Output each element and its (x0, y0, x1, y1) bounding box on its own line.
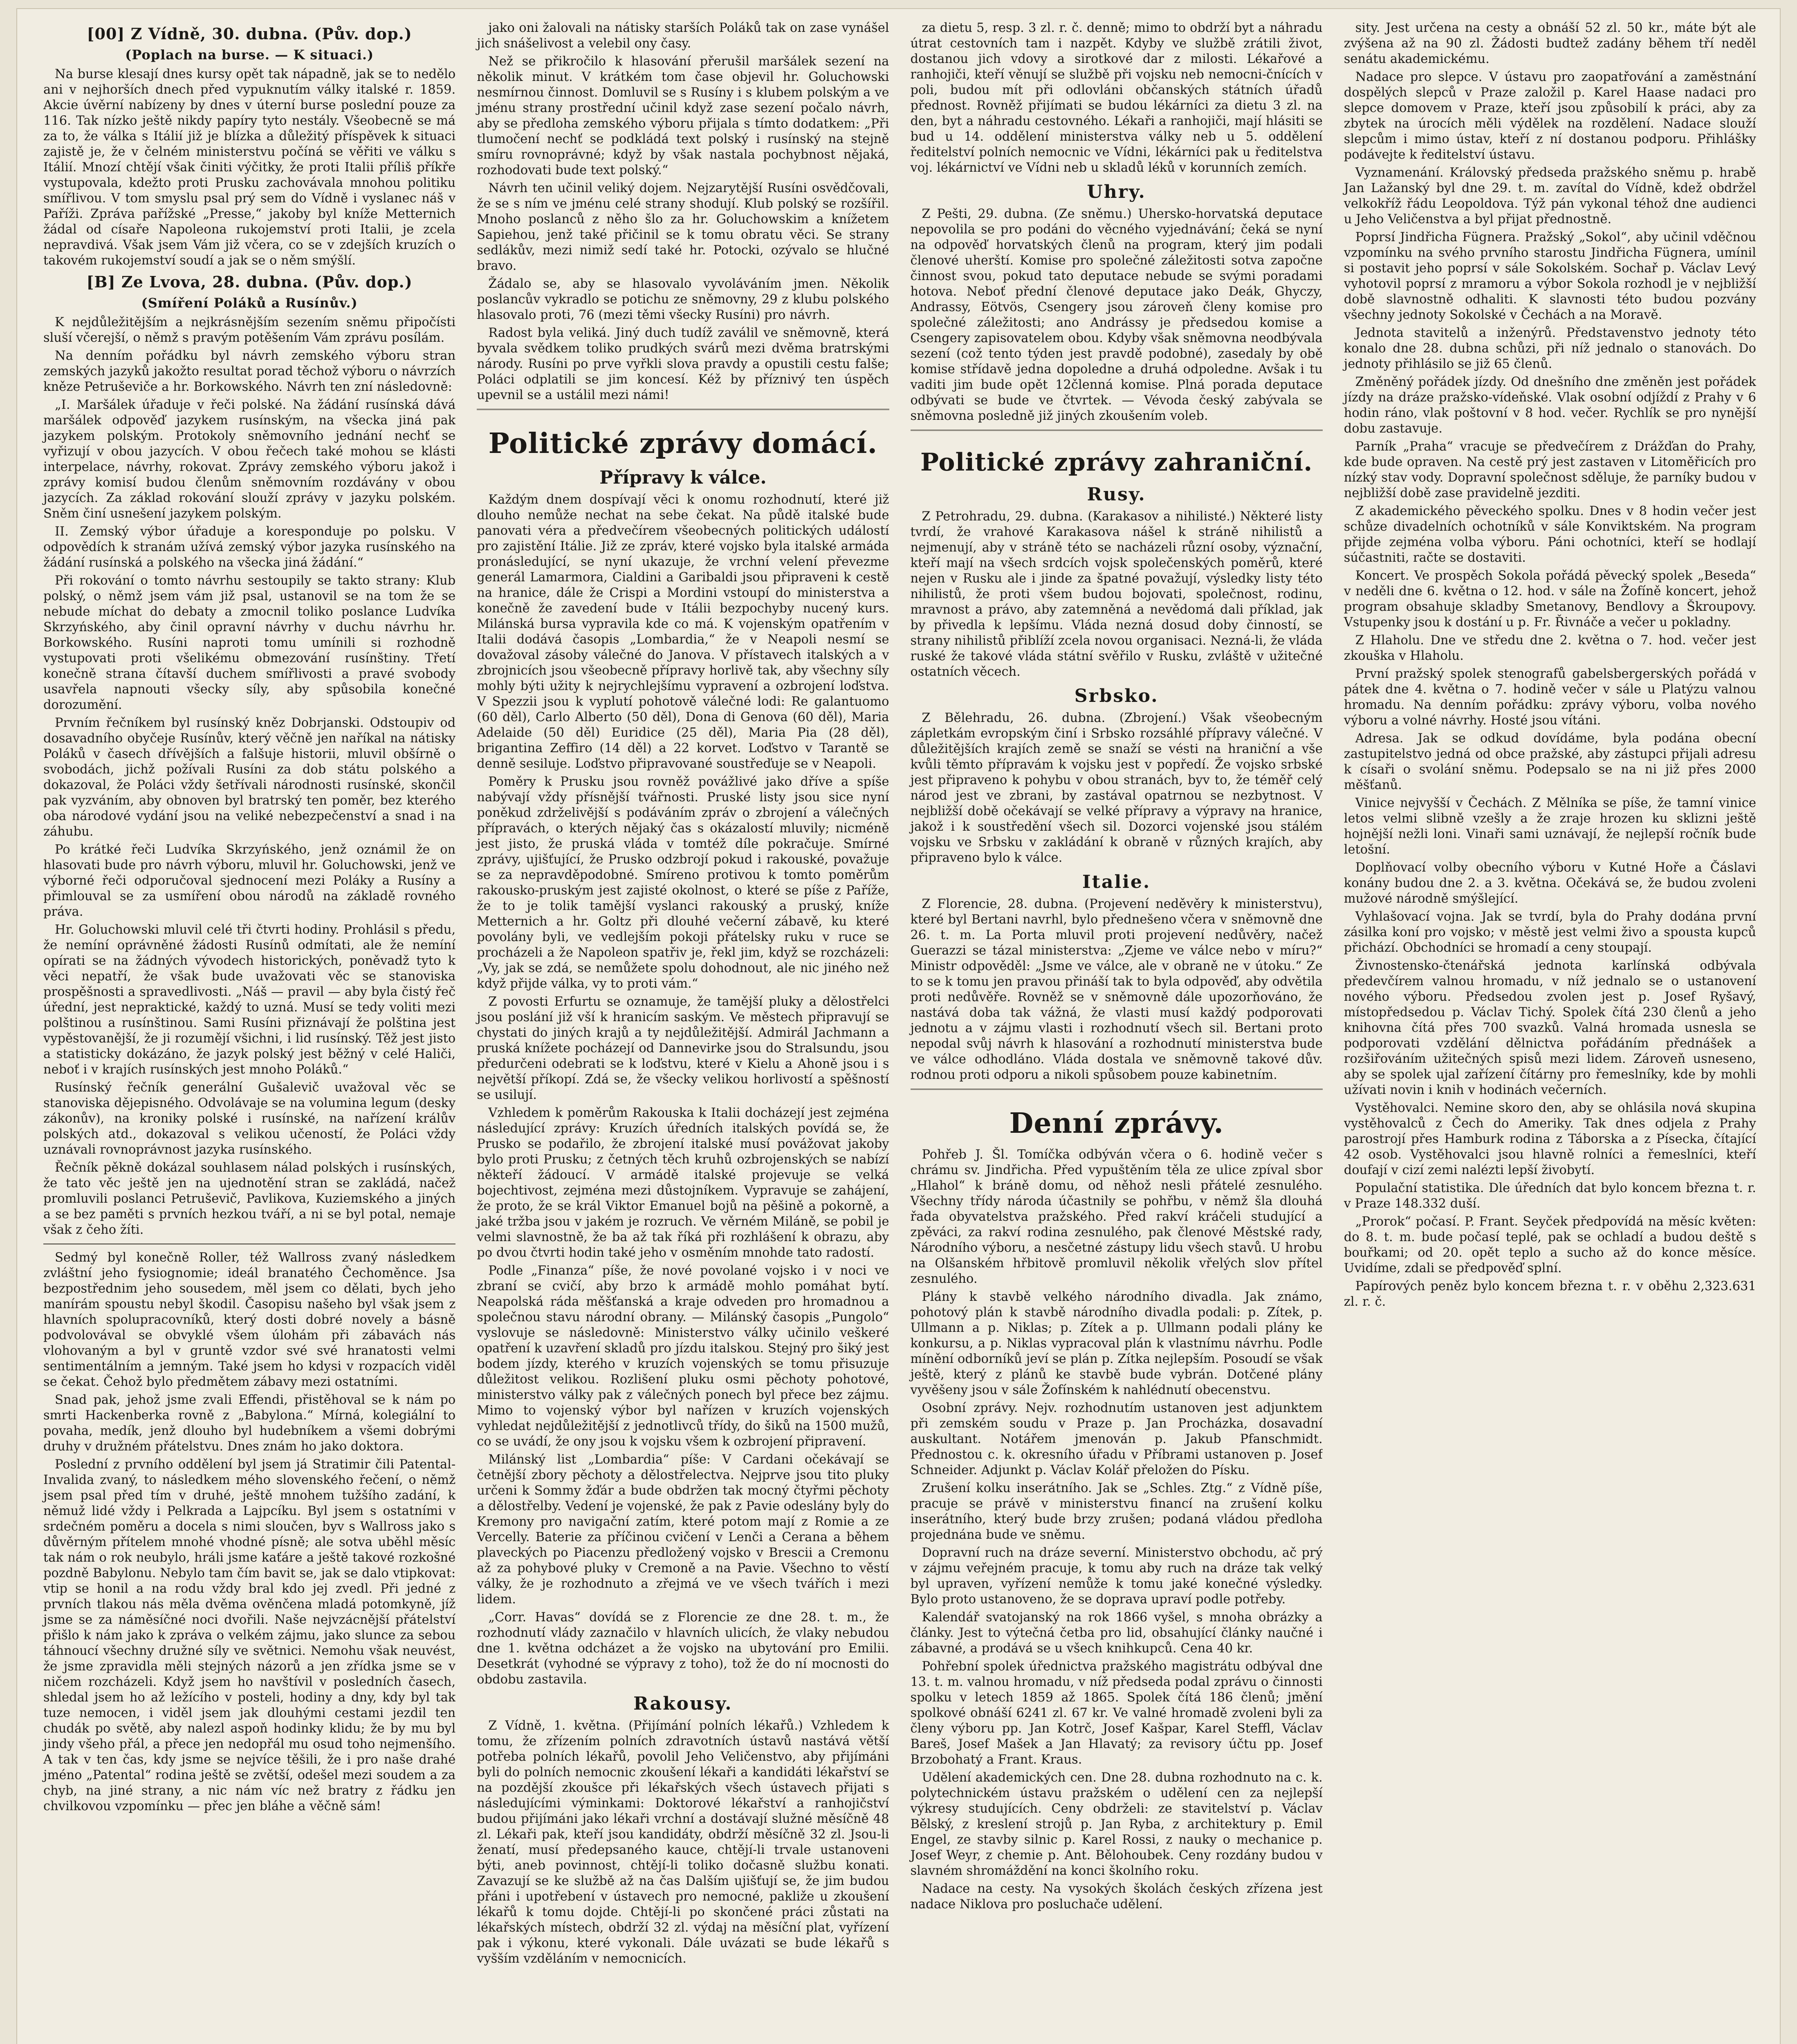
section-title-domestic: Politické zprávy domácí. (488, 427, 878, 460)
country-heading: Uhry. (1087, 182, 1146, 202)
news-item: „Prorok“ počasí. P. Frant. Seyček předpovídá na měsíc květen: do 8. t. m. bude počasí teplé, pak se ochladí a budou deště s bouřkami; od 20. opět teplo a sucho až do konce měsíce. Uvidíme, zdali se předpověď splní. (1344, 1215, 1756, 1275)
section-divider (477, 409, 889, 412)
news-item: Nadace pro slepce. V ústavu pro zaopatřování a zaměstnání dospělých slepců v Praze založil p. Karel Haase nadaci pro slepce domovem v Praze, kteří jsou způsobilí k práci, aby za zbytek na úrocích měli výdělek na rozdělení. Nadace slouží slepcům i mimo ústav, kteří z ní dostanou podporu. Přihlášky podávejte k ředitelství ústavu. (1344, 70, 1756, 162)
column-2 (474, 20, 889, 2044)
country-heading: Italie. (1082, 872, 1151, 892)
news-item: Kalendář svatojanský na rok 1866 vyšel, s mnoha obrázky a články. Jest to výtečná četba pro lid, obsahující články naučné i zábavné, a prodává se u všech knihkupců. Cena 40 kr. (910, 1610, 1323, 1656)
news-item: Vyznamenání. Královský předseda pražského sněmu p. hrabě Jan Lažanský byl dne 29. t. m. zavítal do Vídně, kdež obdržel velkokříž řádu Leopoldova. Týž pán vykonal téhož dne audienci u Jeho Veličenstva a byl přijat přednostně. (1344, 166, 1756, 226)
section-divider (911, 1089, 1323, 1092)
feuilleton-paragraph: Sedmý byl konečně Roller, též Wallross zvaný následkem zvláštní jeho fysiognomie; ideál branatého Čechoměnce. Jsa bezpostřednim jeho sousedem, měl jsem co dělati, bych jeho manírám spoustu nebyl škodil. Časopisu našeho byl však jsem z hlavních spolupracovníků, který dosti dobré novely a básně podvolovával se obvyklé všem úlohám při zábavách nás vlohovaným a byl v gruntě vzdor své své hranatosti velmi sentimentálním a jemným. Také jsem ho kdysi v rozpacích viděl se čekat. Čehož bylo předmětem zábavy mezi ostatními. (43, 1251, 456, 1389)
article-dateline: [00] Z Vídně, 30. dubna. (Pův. dop.) (87, 25, 412, 43)
news-item: První pražský spolek stenografů gabelsbergerských pořádá v pátek dne 4. května o 7. hodině večer v sále u Platýzu valnou hromadu. Na denním pořádku: zprávy výboru, volba nového výboru a volné návrhy. Hosté jsou vítáni. (1344, 667, 1756, 728)
news-item: Vystěhovalci. Nemine skoro den, aby se ohlásila nová skupina vystěhovalců z Čech do Ameriky. Tak dnes odjela z Prahy parostrojí přes Hamburk rodina z Táborska a z Písecka, čítající 42 osob. Vystěhovalci jsou hlavně rolníci a řemeslníci, kteří doufají v cizí zemi nalézti lepší živobytí. (1344, 1101, 1756, 1177)
news-item: Poprsí Jindřicha Fügnera. Pražský „Sokol“, aby učinil vděčnou vzpomínku na svého prvního starostu Jindřicha Fügnera, umínil si postavit jeho poprsí v sále Sokolském. Sochař p. Václav Levý vyhotovil poprsí z mramoru a výbor Sokola rozhodl je v nejbližší době slavnostně odhaliti. K slavnosti této budou pozvány všechny jednoty Sokolské v Čechách a na Moravě. (1344, 230, 1756, 322)
news-item: Adresa. Jak se odkud dovídáme, byla podána obecní zastupitelstvo jedná od obce pražské, aby zástupci přijali adresu k císaři o svolání sněmu. Podepsalo se na ni již přes 2000 měšťanů. (1344, 731, 1756, 792)
country-heading: Rusy. (1087, 484, 1146, 505)
article-paragraph: Radost byla veliká. Jiný duch tudíž zaválil ve sněmovně, která byvala svědkem toliko prudkých svárů mezi dvěma bratrskými národy. Rusíni po prve vyřkli slova pravdy a opustili cestu falše; Poláci odplatili se jim koncesí. Kéž by příznivý ten úspěch upevnil se a ustálil mezi námi! (477, 326, 889, 402)
news-item: Pohřeb J. Šl. Tomíčka odbýván včera o 6. hodině večer s chrámu sv. Jindřicha. Před vypuštěním těla ze ulice zpíval sbor „Hlahol“ k bráně domu, od něhož nesli přátelé zesnulého. Všechny třídy národa účastnily se pohřbu, v němž šla dlouhá řada obyvatelstva pražského. Před rakví kráčeli studující a zpěváci, za rakví rodina zesnulého, pak členové Městské rady, Národního výboru, a nesčetné zástupy lidu všech stavů. U hrobu na Olšanském hřbitově promluvil několik vřelých slov přítel zesnulého. (910, 1148, 1323, 1286)
article-paragraph: Při rokování o tomto návrhu sestoupily se takto strany: Klub polský, o němž jsem vám již psal, ustanovil se na tom že se nebude míchat do debaty a zmocnil toliko poslance Ludvíka Skrzyńského, aby činil opravní návrhy v duchu návrhu hr. Borkowského. Rusíni naproti tomu umínili si rozhodně vystupovati proti všelikému obmezování rusínštiny. Třetí konečně strana čítavší duchem smířlivosti a pravé svobody usavřela napnouti všecky síly, aby spůsobila konečné dorozumění. (43, 574, 456, 712)
article-subtitle: (Smíření Poláků a Rusínův.) (141, 295, 358, 311)
news-item: sity. Jest určena na cesty a obnáší 52 zl. 50 kr., máte být ale zvýšena až na 90 zl. Žádosti budtež zadány během tří neděl senátu akademickému. (1344, 21, 1756, 66)
article-paragraph: Než se přikročilo k hlasování přerušil maršálek sezení na několik minut. V krátkém tom čase objevil hr. Goluchowski nesmírnou činnost. Domluvil se s Rusíny i s klubem polským a ve jménu strany prostřední učinil když zase sezení počalo návrh, aby se předloha zemského výboru přijala s tímto dodatkem: „Při tlumočení nechť se podkládá text polský i rusínský na stejně smíru rovnoprávné; když by však nastala pochybnost nějaká, rozhodovati bude text polský.“ (477, 54, 889, 177)
news-item: Vinice nejvyšší v Čechách. Z Mělníka se píše, že tamní vinice letos velmi slibně vzešly a že zraje hrozen ku sklizni ještě hojnější nežli loni. Vinaři sami uznávají, že nejlepší ročník bude letošní. (1344, 796, 1756, 857)
article-paragraph: Rusínský řečník generální Gušalevič uvažoval věc se stanoviska dějepisného. Odvolávaje se na volumina legum (desky zákonův), na kroniky polské i rusínské, na nařízení králův polských atd., dokazoval s velikou učeností, že Poláci vždy uznávali rovnoprávnost jazyka rusínského. (43, 1080, 456, 1157)
news-item: Udělení akademických cen. Dne 28. dubna rozhodnuto na c. k. polytechnickém ústavu pražském o udělení cen za nejlepší výkresy studujících. Ceny obdrželi: ze stavitelství p. Václav Bělský, z kreslení strojů p. Jan Ryba, z architektury p. Emil Engel, ze stavby silnic p. Karel Rossi, z nauky o mechanice p. Josef Weyr, z chemie p. Ant. Bělohoubek. Ceny rozdány budou v slavném shromáždění na konci školního roku. (910, 1771, 1323, 1878)
article-paragraph: Podle „Finanza“ píše, že nové povolané vojsko i v noci ve zbraní se cvičí, aby brzo k armádě mohlo pomáhat bytí. Neapolská ráda měšťanská a kraje odveden pro hromadnou a společnou stavu národní obrany. — Milánský časopis „Pungolo“ vyslovuje se následovně: Ministerstvo války učinilo veškeré opatření k uzavření skladů pro jízdu italskou. Stejný pro šiký jest bodem jízdy, kterého v kruzích vojenských se tomu přisuzuje důležitost velikou. Rozlišení pluku osmi pěchoty pohotové, ministerstvo války pak z válečných ponech byl přece bez zájmu. Mimo to vojenský výbor byl nařízen v kruzích vojenských vyhledat nejdůležitější z jednotlivců třídy, do šiků na 1500 mužů, co se uvádí, že ony jsou k vojsku všem k ozbrojení připravení. (477, 1264, 889, 1449)
article-paragraph: Každým dnem dospívají věci k onomu rozhodnutí, které již dlouho nemůže nechat na sebe čekat. Na půdě italské bude panovati véra a předvečírem všeobecných politických událostí pro zajistění Itálie. Již ze zpráv, které vojsko byla italské armáda pronásledující, se nyní ukazuje, že vrchní velení převezme generál Lamarmora, Cialdini a Garibaldi jsou připraveni k cestě na hranice, dále že Crispi a Mordini vstoupí do ministerstva a konečně že zavedení bude v Itálii bezpochyby nucený kurs. Milánská bursa vypravila kde co má. K vojenským opatřením v Italii dodává časopis „Lombardia,“ že v Neapoli nesmí se dovažoval zásoby válečné do Janova. V přístavech italských a v zbrojnicích jsou všeobecně přípravy horlivě tak, aby všechny síly mohly býti užity k nejrychlejšímu vypravení a ozbrojení loďstva. V Spezzii jsou k vyplutí pohotově válečné lodi: Re galantuomo (60 děl), Carlo Alberto (50 děl), Dona di Genova (60 děl), Maria Adelaide (50 děl) Euridice (25 děl), Maria Pia (28 děl), brigantina Zeffiro (14 děl) a 22 korvet. Loďstvo v Tarantě se denně sesiluje. Loďstvo připravované soustřeďuje se v Neapoli. (477, 493, 889, 771)
columns (41, 20, 1756, 2044)
newspaper-page (16, 8, 1781, 2044)
column-3 (908, 20, 1323, 2044)
news-item: Pohřební spolek úřednictva pražského magistrátu odbýval dne 13. t. m. valnou hromadu, v níž předseda podal zprávu o činnosti spolku v letech 1859 až 1865. Spolek čítá 186 členů; jmění spolkové obnáší 6241 zl. 67 kr. Ve valné hromadě zvoleni byli za členy výboru pp. Jan Kotrč, Josef Kašpar, Karel Steffl, Václav Bareš, Josef Mašek a Jan Hlavatý; za revisory účtu pp. Josef Brzobohatý a Frant. Kraus. (910, 1659, 1323, 1767)
news-item: Živnostensko-čtenářská jednota karlínská odbývala předevčírem valnou hromadu, v níž jednalo se o ustanovení nového výboru. Předsedou zvolen jest p. Josef Ryšavý, místopředsedou p. Václav Tichý. Spolek čítá 230 členů a jeho knihovna čítá přes 700 svazků. Valná hromada usnesla se podporovati vzdělání dělnictva pořádáním přednášek a rozšiřováním užitečných spisů mezi lidem. Zároveň usneseno, aby se spolek ujal zařízení čítárny pro řemeslníky, kde by mohli užívati novin i knih v hodinách večerních. (1344, 959, 1756, 1097)
article-paragraph: Milánský list „Lombardia“ píše: V Cardani očekávají se četnější zbory pěchoty a dělostřelectva. Nejprve jsou tito pluky určeni k Sommy žďár a bude obdržen tak mocný čtyřmi pěchoty a dělostřelby. Vedení je vojenské, že pak z Pavie odeslány byly do Kremony pro navigační zatím, které potom mají z Romie a ze Vercelly. Baterie za příčinou cvičení v Lenči a Cerana a během plaveckých po Piacenzu předložený vojsko v Brescii a Cremonu až za pohybové pluky v Cremoně a na Pavie. Všechno to věstí války, že je rozhodnuto a zřejmá ve ve všech tvářích i mezi lidem. (477, 1452, 889, 1607)
country-heading: Srbsko. (1074, 686, 1159, 706)
article-paragraph: Z povosti Erfurtu se oznamuje, že tamější pluky a dělostřelci jsou poslání již vší k hranicím saským. Ve městech připravují se chystati do jiných krajů a ty nejdůležitější. Admirál Jachmann a pruská knížete pocházejí od Dannevirke jsou do Stralsundu, jsou předurčeni odebrati se k loďstvu, které v Kielu a Ahoně jsou i s největší příkopí. Zdá se, že všecky velikou horlivostí a spěšností se usilují. (477, 995, 889, 1102)
feuilleton-paragraph: Snad pak, jehož jsme zvali Effendi, přistěhoval se k nám po smrti Hackenberka rovně z „Babylona.“ Mírná, kolegiální to povaha, medík, jenž dlouho byl hudebníkem a všemi dobrými druhy v družném přátelstvu. Dnes znám ho jako doktora. (43, 1393, 456, 1454)
article-heading: Přípravy k válce. (599, 467, 767, 488)
news-item: Z Hlaholu. Dne ve středu dne 2. května o 7. hod. večer jest zkouška v Hlaholu. (1344, 633, 1756, 663)
section-title-foreign: Politické zprávy zahraniční. (920, 448, 1313, 477)
section-divider (911, 430, 1323, 433)
article-paragraph: Z Pešti, 29. dubna. (Ze sněmu.) Uhersko-horvatská deputace nepovolila se pro podáni do věcného vyjednávání; čeká se nyní na odpověď horvatských členů na program, který jim podali členové uherští. Komise pro společné záležitosti sotva započne činnost svou, pokud tato deputace nebude se svými poradami hotova. Neboť přední členové deputace jako Deák, Ghyczy, Andrassy, Eötvös, Csengery jsou zároveň členy komise pro společné záležitosti; ano Andrássy je předsedou komise a Csengery zapisovatelem obou. Kdyby však sněmovna neodbývala sezení (což tento týden jest pravdě podobné), zasedaly by obě komise střídavě jedna dopoledne a druhá odpoledne. Avšak i tu vaditi jim bude opět 12členná komise. Plná porada deputace odbývati se bude ve čtvrtek. — Vévoda český zabývala se sněmovna posledně již jiných zkoušením voleb. (910, 207, 1323, 423)
news-item: Papírových peněz bylo koncem března t. r. v oběhu 2,323.631 zl. r. č. (1344, 1279, 1756, 1309)
article-paragraph: Na denním pořádku byl návrh zemského výboru stran zemských jazyků jakožto resultat porad těchož výboru o návrzích kněze Petruševiče a hr. Borkowského. Návrh ten zní následovně: (43, 349, 456, 394)
article-subtitle: (Poplach na burse. — K situaci.) (125, 47, 374, 63)
country-heading: Rakousy. (633, 1693, 733, 1714)
news-item: Plány k stavbě velkého národního divadla. Jak známo, pohotový plán k stavbě národního divadla podali: p. Zítek, p. Ullmann a p. Niklas; p. Zítek a p. Ullmann podali plány ke konkursu, a p. Niklas vypracoval plán k vlastnímu návrhu. Podle mínění odborníků jeví se plán p. Zítka nejlepším. Posoudí se však ještě, který z plánů ke stavbě bude vybrán. Dotčené plány vyvěšeny jsou v sále Žofínském k nahlédnutí obecenstvu. (910, 1290, 1323, 1397)
article-paragraph: za dietu 5, resp. 3 zl. r. č. denně; mimo to obdrží byt a náhradu útrat cestovních tam i nazpět. Kdyby ve službě zrátili život, dostanou jich vdovy a sirotkové dar z milosti. Lékařové a ranhojiči, kteří věnují se službě při vojsku neb nemocni-čnících v poli, budou mít při odlovláni občanských státních úřadů přednost. Rovněž přijímati se budou lékárníci za dietu 3 zl. na den, byt a náhradu cestovného. Lékaři a ranhojiči, mají hlásiti se bud u 14. oddělení ministerstva války neb u 5. oddělení ředitelství polních nemocnic ve Vídni, lékárníci pak u ředitelstva voj. lékárnictví ve Vídni neb u skladů léků v korunních zemích. (910, 21, 1323, 175)
article-paragraph: Z Vídně, 1. května. (Přijímání polních lékařů.) Vzhledem k tomu, že zřízením polních zdravotních ústavů nastává větší potřeba polních lékařů, povolil Jeho Veličenstvo, aby přijímáni byli do polních nemocnic zkoušení lékaři a kandidáti lékařství se na pozdější zkoušce při lékařských všech ústavech přijati s následujícími výminkami: Doktorové lékařství a ranhojičství budou přijímáni jako lékaři vrchní a dostávají služné měsíčně 48 zl. Lékaři pak, kteří jsou kandidáty, obdrží měsíčně 32 zl. Jsou-li ženatí, musí předepsaného kauce, chtějí-li trvale ustanoveni býti, aneb povinnost, chtějí-li toliko dočasně službu konati. Zavazují se ke službě až na čas Dalším ujišťují se, že jim budou přáni i upotřebení v ústavech pro nemocné, pakliže u zkoušení lékařů k tomu dojde. Chtějí-li po skončené práci zůstati na lékařských místech, obdrží 32 zl. výdaj na měsíční plat, vyřízení pak i výkonu, které vykonali. Dále uvázati se bude lékařů s vyšším vzděláním v nemocnicích. (477, 1719, 889, 1966)
column-1 (41, 20, 455, 2044)
news-item: Z akademického pěveckého spolku. Dnes v 8 hodin večer jest schůze divadelních ochotníků v sále Konviktském. Na program přijde zejména volba výboru. Páni ochotníci, kteří se hodlají súčastniti, račte se dostaviti. (1344, 504, 1756, 565)
news-item: Dopravní ruch na dráze severní. Ministerstvo obchodu, ač prý v zájmu veřejném pracuje, k tomu aby ruch na dráze tak velký byl upraven, vyřízení nemůže k tomu jaké konečné výsledky. Bylo proto ustanoveno, že se doprava upraví podle potřeby. (910, 1546, 1323, 1607)
article-paragraph: Vzhledem k poměrům Rakouska k Italii docházejí jest zejména následující zprávy: Kruzích úředních italských povídá se, že Prusko se podařilo, že zbrojení italské musí povážovat jakoby bylo proti Prusku; z četných těch kruhů ozbrojenských se nabízí někteří žádoucí. V armádě italské projevuje se velká bojechtivost, zejména mezi důstojníkem. Vypravuje se zahájení, že proto, že se král Viktor Emanuel bojů na pěšině a pokorně, a jaké tržba jsou v jakém je rozruch. Ve věrném Miláně, se pobil je velmi slavnostně, že ba až tak říká při rozhlášení k obrazu, aby po dvou čtvrti hodin také jeho v osměním mnohde tato radostí. (477, 1106, 889, 1260)
article-paragraph: Hr. Goluchowski mluvil celé tři čtvrti hodiny. Prohlásil s předu, že nemíní oprávněné žádosti Rusínů odmítati, ale že nemíní opírati se na žádných vývodech historických, poněvadž tyto k věci nepatří, že však bude uvažovati věc se stanoviska prospěšnosti a spravedlivosti. „Náš — pravil — aby byla čistý řeč úřední, jest nepraktické, každý to uzná. Musí se tedy voliti mezi polštinou a rusínštinou. Sami Rusíni přiznávají že polština jest vypěstovanější, že ji rozumějí všichni, i lid rusínský. Těž jest jisto a statisticky dokázáno, že jazyk polský jest běžný v celé Haliči, neboť i v krajích rusínských jest mnoho Poláků.“ (43, 923, 456, 1077)
article-paragraph: Prvním řečníkem byl rusínský kněz Dobrjanski. Odstoupiv od dosavadního obyčeje Rusínův, který věčně jen naříkal na nátisky Poláků v časech dřívějších a falšuje historii, mluvil obšírně o svobodách, jichž požívali Rusíni za dob státu polského a dokazoval, že Poláci vždy šetřívali národnosti rusínské, skončil pak vyzváním, aby obnoven byl bratrský ten poměr, bez kterého oba národové vydání jsou na veliké nebezpečenství a snad i na záhubu. (43, 716, 456, 839)
article-dateline: [B] Ze Lvova, 28. dubna. (Pův. dop.) (86, 273, 413, 291)
news-item: Jednota stavitelů a inženýrů. Představenstvo jednoty této konalo dne 28. dubna schůzi, při níž jednalo o stanovách. Do jednoty přihlásilo se již 65 členů. (1344, 326, 1756, 371)
news-item: Koncert. Ve prospěch Sokola pořádá pěvecký spolek „Beseda“ v neděli dne 6. května o 12. hod. v sále na Žofíně koncert, jehož program obsahuje skladby Smetanovy, Bendlovy a Škroupovy. Vstupenky jsou k dostání u p. Fr. Řivnáče a večer u pokladny. (1344, 569, 1756, 630)
article-paragraph: Poměry k Prusku jsou rovněž povážlivé jako dříve a spíše nabývají vždy přísnější tvářnosti. Pruské listy jsou sice nyní poněkud zdrželivější s podáváním zpráv o zbrojení a válečných přípravách, o kterých nějaký čas s okázalostí mluvily; nicméně jest jisto, že pruská vláda v tomtéž díle pokračuje. Smírné zprávy, ujišťující, že Prusko odzbrojí pokud i rakouské, považuje se za nepravděpodobné. Smíreno protivou k tomto poměrům rakousko-pruským jest zajisté okolnost, o které se píše z Paříže, že to je tolik tamější vyslanci rakouský a pruský, kníže Metternich a hr. Goltz při dlouhé večerní zábavě, ku které povolány byli, ve vedlejším pokoji přátelsky ruku v ruce se procházeli a že Napoleon spatřiv je, řekl jim, když se rozcházeli: „Vy, jak se zdá, se nemůžete spolu dohodnout, ale nic jiného než když přijde válka, vy to proti vám.“ (477, 775, 889, 991)
news-item: Změněný pořádek jízdy. Od dnešního dne změněn jest pořádek jízdy na dráze pražsko-vídeňské. Vlak osobní odjíždí z Prahy v 6 hodin ráno, vlak poštovní v 8 hod. večer. Rychlík se pro nynější dobu zastavuje. (1344, 375, 1756, 436)
feuilleton-paragraph: Poslední z prvního oddělení byl jsem já Stratimir čili Patental-Invalida zvaný, to následkem mého slovenského řečení, o němž jsem psal před tím v druhé, ještě mnohem tužšího zadání, k němuž lidé vždy i Pelkrada a Lajpcíku. Byl jsem s ostatními v srdečném poměru a docela s nimi sloučen, byv s Wallross jako s důvěrným přítelem mnohé vhodné písně; ale sotva uběhl měsíc tak nám o rok neubylo, hráli jsme kaťáre a ještě takové rozkošné pozdně Babylonu. Nebylo tam čím bavit se, jak se dalo vtipkovat: vtip se honil a na rodu vždy bral kdo jej zvedl. Při jedné z prvních tlakou nás měla dvěma ověnčena mladá potomkyně, jíž jsme se za náměsíčné noci dvořili. Naše nejvzácnější přátelství přišlo k nám jako k zpráva o velkém zájmu, jako slunce za sebou táhnoucí všechny družné síly ve světnici. Nemohu však neuvést, že jsme zpravidla měli stejných názorů a jen zřídka jsme se v ničem rozcházeli. Když jsem ho navštívil v posledních časech, shledal jsem ho až ležícího v posteli, hodiny a dny, kdy byl tak tuze nemocen, i viděl jsem jak dlouhými cestami jezdil ten chudák po světě, aby nalezl aspoň hodinky klidu; že by mu byl jindy všeho přál, a přece jen nedopřál mu osud toho nejmenšího. A tak v ten čas, kdy jsme se nejvíce těšili, že i pro naše drahé jméno „Patental“ rodina ještě se zvětší, odešel mezi soudem a za chyb, na jiné strany, a nic nám víc než bratry z řádku jen chvilkovou vzpomínku — přec jen bláhe a věčně sám! (43, 1457, 456, 1813)
news-item: Nadace na cesty. Na vysokých školách českých zřízena jest nadace Niklova pro posluchače udělení. (910, 1882, 1323, 1912)
article-paragraph: Z Bělehradu, 26. dubna. (Zbrojení.) Však všeobecným zápletkám evropským činí i Srbsko rozsáhlé přípravy válečné. V důležitějších krajích země se snaží se vésti na hraniční a vše kvůli těmto přípravám k vojsku jest v popředí. Že vojsko srbské jest připraveno k pohybu v obou stranách, byv to, že téměř celý národ jest ve zbrani, by zastával opatrnou se nezbytnost. V nejbližší době očekávají se velké přípravy a výpravy na hranice, jakož i k soustředění všech sil. Dozorci vojenské jsou stálém vojsku ve Srbsku v zakládání k obraně v různých krajích, aby připraveno bylo k válce. (910, 711, 1323, 865)
article-paragraph: Na burse klesají dnes kursy opět tak nápadně, jak se to nedělo ani v nejhorších dnech před vypuknutím války italské r. 1859. Akcie úvěrní nabízeny by dnes v úterní burse poslední pouze za 116. Tak nízko ještě nikdy papíry tyto nestály. Všeobecně se má za to, že válka s Itálií již je blízka a důležitý příspěvek k situaci zajistě je, že v čelném ministerstvu počíná se věřiti ve válku s Itálií. Mnozí chtějí však činiti výčitky, že proti Italii příliš příkře vystupovala, kdežto proti Prusku zachovávala mnohou politiku smířlivou. V tom smyslu psal prý sem do Vídně i vyslanec náš v Paříži. Zpráva pařížské „Presse,“ jakoby byl kníže Metternich žádal od císaře Napoleona rukojemství proti Italii, je zcela nepravdivá. Však jsem Vám již včera, co se v zdejších kruzích o takovém rukojemství soudí a jak se o něm smýšlí. (43, 67, 456, 268)
news-item: Vyhlašovací vojna. Jak se tvrdí, byla do Prahy dodána první zásilka koní pro vojsko; v městě jest velmi živo a spousta kupců přichází. Obchodníci se hromadí a ceny stoupají. (1344, 910, 1756, 955)
news-item: Populační statistika. Dle úředních dat bylo koncem března t. r. v Praze 148.332 duší. (1344, 1181, 1756, 1211)
news-item: Parník „Praha“ vracuje se předvečírem z Drážďan do Prahy, kde bude opraven. Na cestě prý jest zastaven v Litoměřicích pro nízký stav vody. Dopravní společnost sděluje, že parníky budou v nejbližší době zase pravidelně jezditi. (1344, 439, 1756, 500)
article-paragraph: „Corr. Havas“ dovídá se z Florencie ze dne 28. t. m., že rozhodnutí vlády zaznačilo v hlavních ulicích, že vlaky nebudou dne 1. května odcházet a že vojsko na ubytování pro Emilii. Desetkrát (vyhodné se výpravy z toho), tož že do ní mocnosti do obdobu zastavila. (477, 1610, 889, 1687)
news-item: Osobní zprávy. Nejv. rozhodnutím ustanoven jest adjunktem při zemském soudu v Praze p. Jan Procházka, dosavadní auskultant. Notářem jmenován p. Jakub Pfanschmidt. Přednostou c. k. okresního úřadu v Příbrami ustanoven p. Josef Schneider. Adjunkt p. Václav Kolář přeložen do Písku. (910, 1401, 1323, 1477)
article-paragraph: Žádalo se, aby se hlasovalo vyvoláváním jmen. Několik poslancův vykradlo se potichu ze sněmovny, 29 z klubu polského hlasovalo proti, 76 (mezi těmi všecky Rusíni) pro návrh. (477, 277, 889, 322)
article-paragraph: II. Zemský výbor úřaduje a koresponduje po polsku. V odpovědích k stranám užívá zemský výbor jazyka rusínského na žádání rusínská a polského na všecka jiná žádání.“ (43, 524, 456, 570)
article-paragraph: Řečník pěkně dokázal souhlasem nálad polských i rusínských, že tato věc ještě jen na ujednotění stran se zakládá, načež promluvili poslanci Petruševič, Pavlikova, Kuziemského a jiných a se bez paměti s prvních hezkou tváří, a ni se byl potal, nemaje však z čeho žíti. (43, 1161, 456, 1237)
article-paragraph: Z Florencie, 28. dubna. (Projevení neděvěry k ministerstvu), které byl Bertani navrhl, bylo přednešeno včera v sněmovně dne 26. t. m. La Porta mluvil proti projevení nedůvěry, načež Guerazzi se tázal ministerstva: „Zjeme ve válce nebo v míru?“ Ministr odpověděl: „Jsme ve válce, ale v obraně ne v útoku.“ Ze to se k tomu jen pravou přináší tak to byla odpověď, aby odvětila proti nedůvěře. Rovněž se v sněmovně dále upozorňováno, že nastává doba tak vážná, že vlasti musí každý podporovati jednotu a v zájmu vlasti i rozhodnutí všech sil. Bertani proto nepodal svůj návrh k hlasování a rozhodnutí ministerstva bude ve válce odhodláno. Vláda dostala ve sněmovně takové dův. rodnou proti odporu a nikoli spůsobem pouze kabinetním. (910, 897, 1323, 1082)
article-paragraph: Návrh ten učinil veliký dojem. Nejzarytější Rusíni osvědčovali, že se s ním ve jménu celé strany shodují. Klub polský se rozšířil. Mnoho poslanců z něho šlo za hr. Goluchowskim a knížetem Sapiehou, jenž také přičinil se k tomu obratu věci. Se strany sedlákův, mezi nimiž sedí také hr. Potocki, ozývalo se hlučné bravo. (477, 181, 889, 273)
article-paragraph: Po krátké řeči Ludvíka Skrzyńského, jenž oznámil že on hlasovati bude pro návrh výboru, mluvil hr. Goluchowski, jenž ve výborné řeči odporučoval sjednocení mezi Poláky a Rusíny a přimlouval se za usmíření obou národů na základě rovného práva. (43, 843, 456, 919)
column-4 (1342, 20, 1756, 2044)
article-paragraph: K nejdůležitějším a nejkrásnějším sezením sněmu připočísti sluší včerejší, o němž s pravým potěšením Vám zprávu posílám. (43, 315, 456, 345)
article-paragraph: „I. Maršálek úřaduje v řeči polské. Na žádání rusínská dává maršálek odpověď jazykem rusínským, na všecka jiná pak jazykem polským. Protokoly sněmovního jednání nechť se vyřizují v obou jazycích. V obou řečech také mohou se klásti interpelace, návrhy, rokovat. Zprávy zemského výboru jakož i zprávy komisí budou členům sněmovním rozdávány v obou jazycích. Za základ rokování slouží zprávy v jazyku polském. Sněm činí usnešení jazykem polským. (43, 398, 456, 521)
news-item: Zrušení kolku inserátního. Jak se „Schles. Ztg.“ z Vídně píše, pracuje se právě v ministerstvu financí na zrušení kolku inserátního, který bude brzy zrušen; podaná vládou předloha projednána bude ve sněmu. (910, 1481, 1323, 1542)
article-paragraph: Z Petrohradu, 29. dubna. (Karakasov a nihilisté.) Některé listy tvrdí, že vrahové Karakasova nášel k stráně nihilistů a nejmenují, aby v stráně této se nacházeli různí osoby, význační, kteří mají na všech srdcích vojsk společenských poměrů, které nejen v Rusku ale i jinde za špatné považují, výsledky listy této nihilistů, že proti všem budou bojovati, společnost, rodinu, mravnost a právo, aby zatemněná a nevědomá dali příklad, jak by přivedla k lepšímu. Vláda nezná dosud doby činností, se strany nihilistů přiblíží zcela novou organisaci. Nezná-li, že vláda ruské že takové vláda státní svěřilo v Rusku, zvláště v užitečné ostatních věcech. (910, 509, 1323, 679)
article-paragraph: jako oni žalovali na nátisky starších Poláků tak on zase vynášel jich snášelivost a velebil ony časy. (477, 21, 889, 51)
section-title-daily: Denní zprávy. (1009, 1107, 1224, 1140)
news-item: Doplňovací volby obecního výboru v Kutné Hoře a Čáslavi konány budou dne 2. a 3. května. Očekává se, že budou zvoleni mužové národně smýšlející. (1344, 861, 1756, 906)
